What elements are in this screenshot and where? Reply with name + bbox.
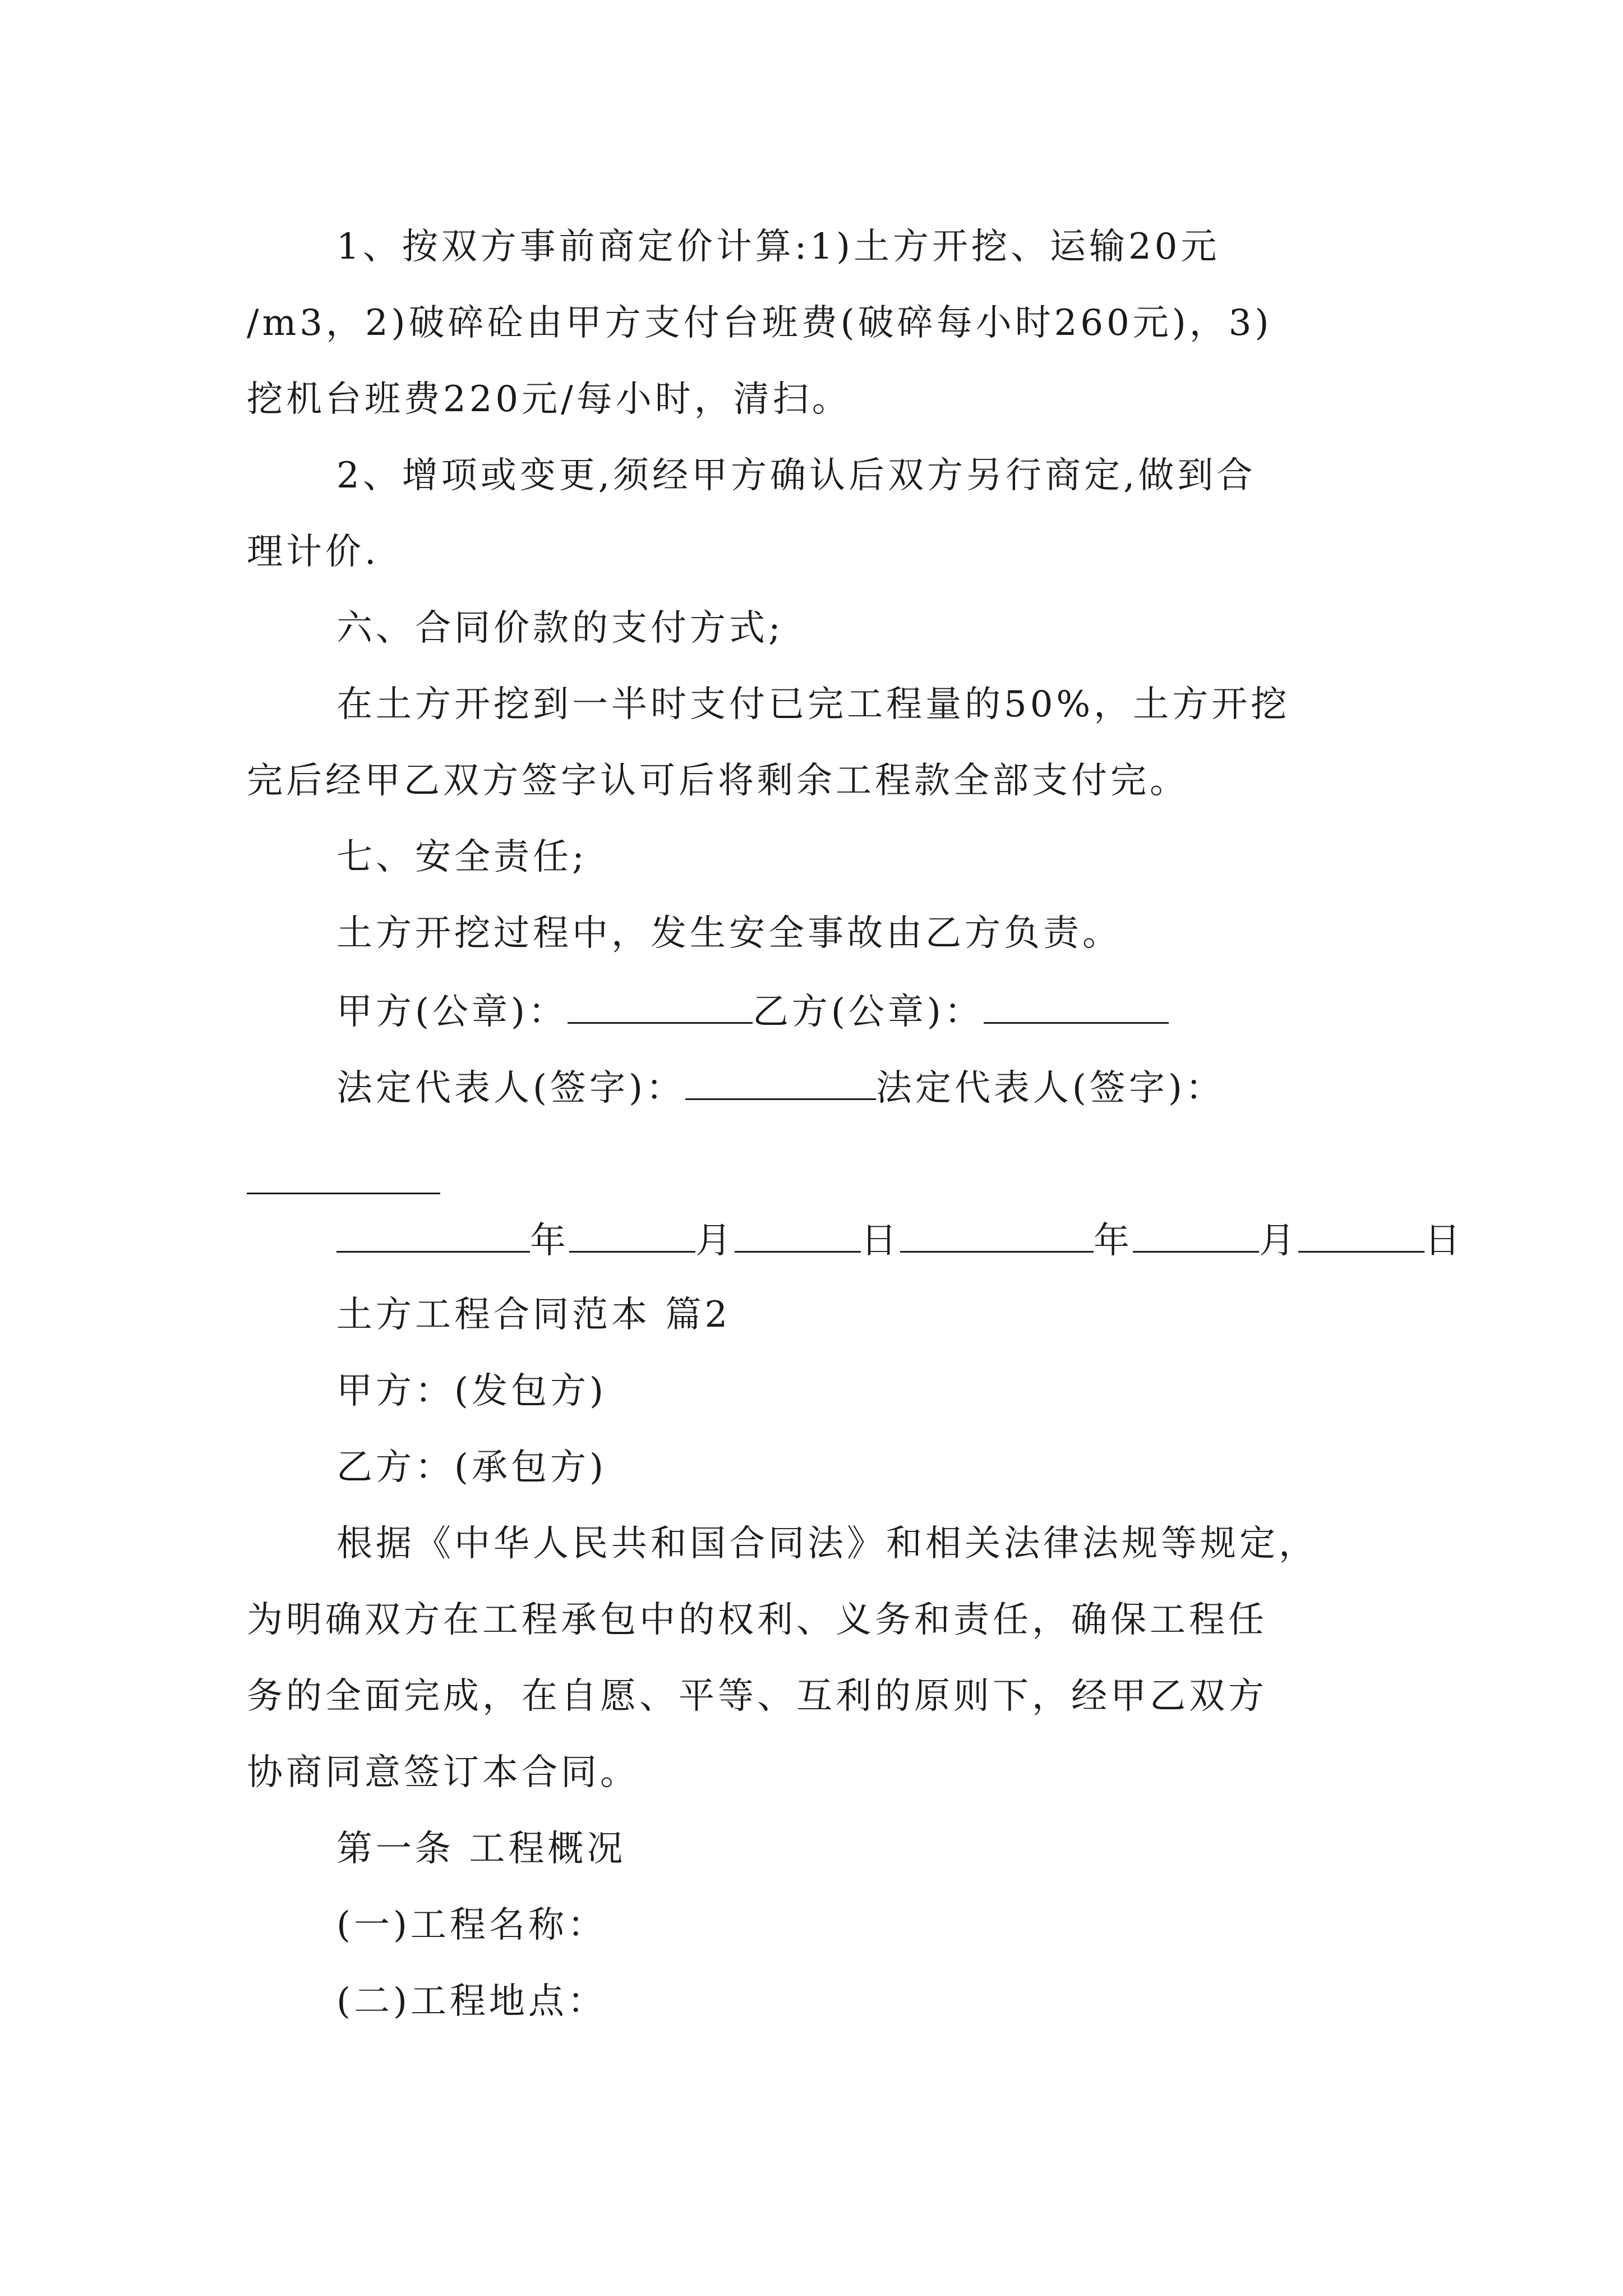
rep-b-label: 法定代表人(签字)：	[875, 1068, 1225, 1109]
representative-line	[336, 1064, 1225, 1111]
party-b-seal-label: 乙方(公章)：	[752, 991, 984, 1033]
item-line: (二)工程地点：	[336, 1981, 607, 2022]
seal-line	[336, 987, 1169, 1034]
year-label: 年	[530, 1220, 569, 1262]
section-heading: 六、合同价款的支付方式;	[336, 608, 784, 649]
article-heading: 第一条 工程概况	[336, 1828, 626, 1870]
text-line: 协商同意签订本合同。	[247, 1752, 639, 1793]
text-line: 挖机台班费220元/每小时，清扫。	[247, 379, 851, 420]
rep-a-blank[interactable]	[685, 1064, 876, 1100]
text-line: 完后经甲乙双方签字认可后将剩余工程款全部支付完。	[247, 760, 1189, 802]
month-label: 月	[1259, 1220, 1298, 1262]
day-label: 日	[1424, 1220, 1464, 1262]
party-a-seal-label: 甲方(公章)：	[336, 991, 568, 1033]
text-line: 务的全面完成，在自愿、平等、互利的原则下，经甲乙双方	[247, 1676, 1267, 1717]
year-label: 年	[1094, 1220, 1133, 1262]
text-line: 为明确双方在工程承包中的权利、义务和责任，确保工程任	[247, 1599, 1267, 1641]
year-blank-a[interactable]	[336, 1216, 530, 1253]
item-line: (一)工程名称：	[336, 1904, 607, 1946]
text-line: 理计价.	[247, 531, 380, 573]
party-a-line: 甲方：(发包方)	[336, 1370, 607, 1412]
party-b-seal-blank[interactable]	[984, 987, 1169, 1024]
party-a-seal-blank[interactable]	[568, 987, 753, 1024]
day-label: 日	[861, 1220, 900, 1262]
section-title: 土方工程合同范本 篇2	[336, 1294, 731, 1336]
date-line	[336, 1216, 1464, 1263]
day-blank-b[interactable]	[1298, 1216, 1424, 1253]
text-line: 2、增项或变更,须经甲方确认后双方另行商定,做到合	[336, 455, 1256, 496]
day-blank-a[interactable]	[735, 1216, 861, 1253]
party-b-line: 乙方：(承包方)	[336, 1447, 607, 1488]
year-blank-b[interactable]	[900, 1216, 1094, 1253]
rep-a-label: 法定代表人(签字)：	[336, 1068, 685, 1109]
text-line: 土方开挖过程中，发生安全事故由乙方负责。	[336, 913, 1122, 954]
text-line: /m3，2)破碎砼由甲方支付台班费(破碎每小时260元)，3)	[247, 302, 1272, 344]
text-line: 在土方开挖到一半时支付已完工程量的50%，土方开挖	[336, 684, 1290, 725]
month-blank-b[interactable]	[1133, 1216, 1259, 1253]
text-line: 根据《中华人民共和国合同法》和相关法律法规等规定，	[336, 1523, 1318, 1565]
text-line: 1、按双方事前商定价计算:1)土方开挖、运输20元	[336, 226, 1220, 268]
month-label: 月	[695, 1220, 735, 1262]
month-blank-a[interactable]	[569, 1216, 695, 1253]
rep-b-blank[interactable]	[247, 1193, 440, 1194]
section-heading: 七、安全责任;	[336, 836, 588, 878]
